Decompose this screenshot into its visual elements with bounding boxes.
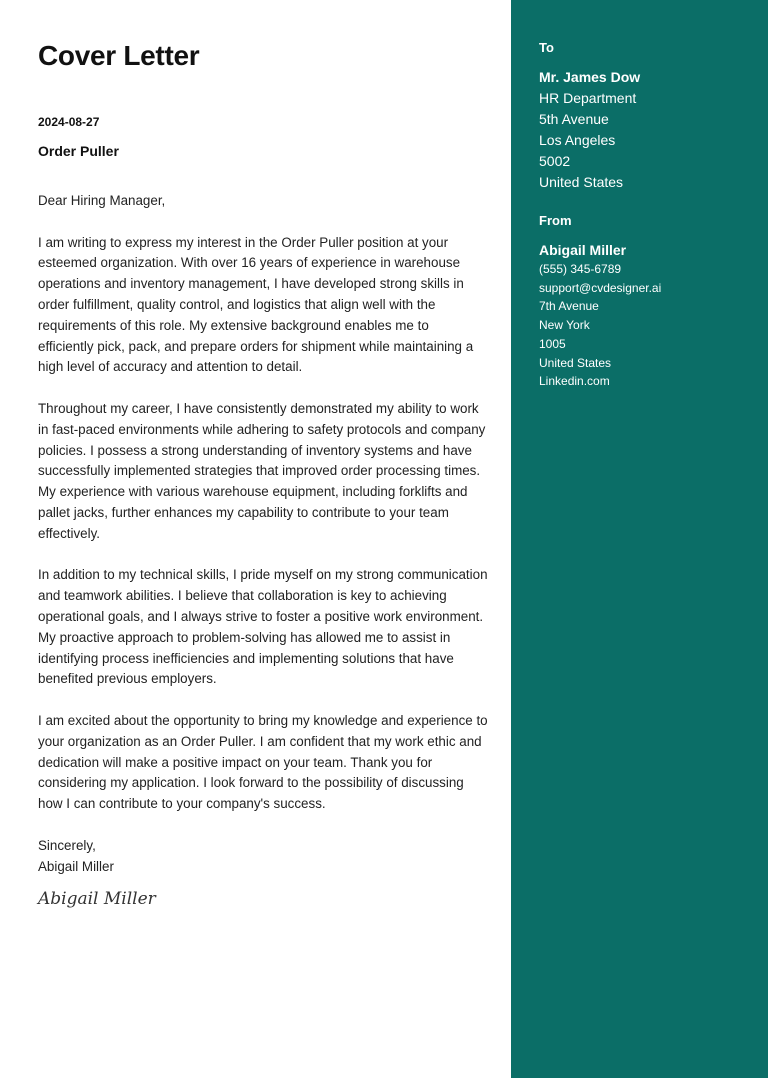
recipient-name: Mr. James Dow <box>539 69 641 85</box>
sender-country: United States <box>539 355 612 370</box>
sender-website: Linkedin.com <box>539 374 610 389</box>
paragraph-2: Throughout my career, I have consistently demonstrated my ability to work in fast-paced environments while adhering to safety protocols and company policies. I possess a strong understanding of inventory systems and have successfully implemented strategies that improved order processing times. My experience with various warehouse equipment, including forklifts and pallet jacks, further enhances my capability to contribute to your team effectively. <box>38 400 486 541</box>
job-position: Order Puller <box>38 143 119 159</box>
sender-contact <box>539 260 661 391</box>
recipient-zip: 5002 <box>539 153 571 169</box>
recipient-street: 5th Avenue <box>539 111 609 127</box>
sender-name: Abigail Miller <box>539 242 627 258</box>
paragraph-1: I am writing to express my interest in the Order Puller position at your esteemed organization. With over 16 years of experience in warehouse operations and inventory management, I have developed strong skills in order fulfillment, quality control, and logistics that align well with the requirements of this role. My extensive background enables me to efficiently pick, pack, and prepare orders for shipment while maintaining a high level of accuracy and attention to detail. <box>38 234 474 375</box>
handwritten-signature: Abigail Miller <box>38 889 156 909</box>
to-heading: To <box>539 40 554 55</box>
contact-sidebar <box>511 0 768 1078</box>
recipient-department: HR Department <box>539 90 637 106</box>
sender-city: New York <box>539 318 590 333</box>
paragraph-4: I am excited about the opportunity to bring my knowledge and experience to your organization as an Order Puller. I am confident that my work ethic and dedication will make a positive impact on your team. Thank you for considering my application. I look forward to the possibility of discussing how I can contribute to your company's success. <box>38 712 488 812</box>
closing: Sincerely, <box>38 837 96 853</box>
paragraph-3: In addition to my technical skills, I pride myself on my strong communication and teamwork abilities. I believe that collaboration is key to achieving operational goals, and I always strive to foster a positive work environment. My proactive approach to problem-solving has allowed me to assist in identifying process inefficiencies and implementing solutions that have benefited previous employers. <box>38 567 488 687</box>
page-title: Cover Letter <box>38 40 200 71</box>
recipient-country: United States <box>539 174 624 190</box>
sender-phone: (555) 345-6789 <box>539 262 622 276</box>
sender-zip: 1005 <box>539 336 566 351</box>
closing-name: Abigail Miller <box>38 858 114 874</box>
recipient-address <box>539 88 636 193</box>
sender-street: 7th Avenue <box>539 299 599 314</box>
letter-date: 2024-08-27 <box>38 115 100 129</box>
letter-body <box>38 191 488 877</box>
sender-email: support@cvdesigner.ai <box>539 280 662 295</box>
recipient-city: Los Angeles <box>539 132 616 148</box>
salutation: Dear Hiring Manager, <box>38 193 166 208</box>
from-heading: From <box>539 213 572 228</box>
